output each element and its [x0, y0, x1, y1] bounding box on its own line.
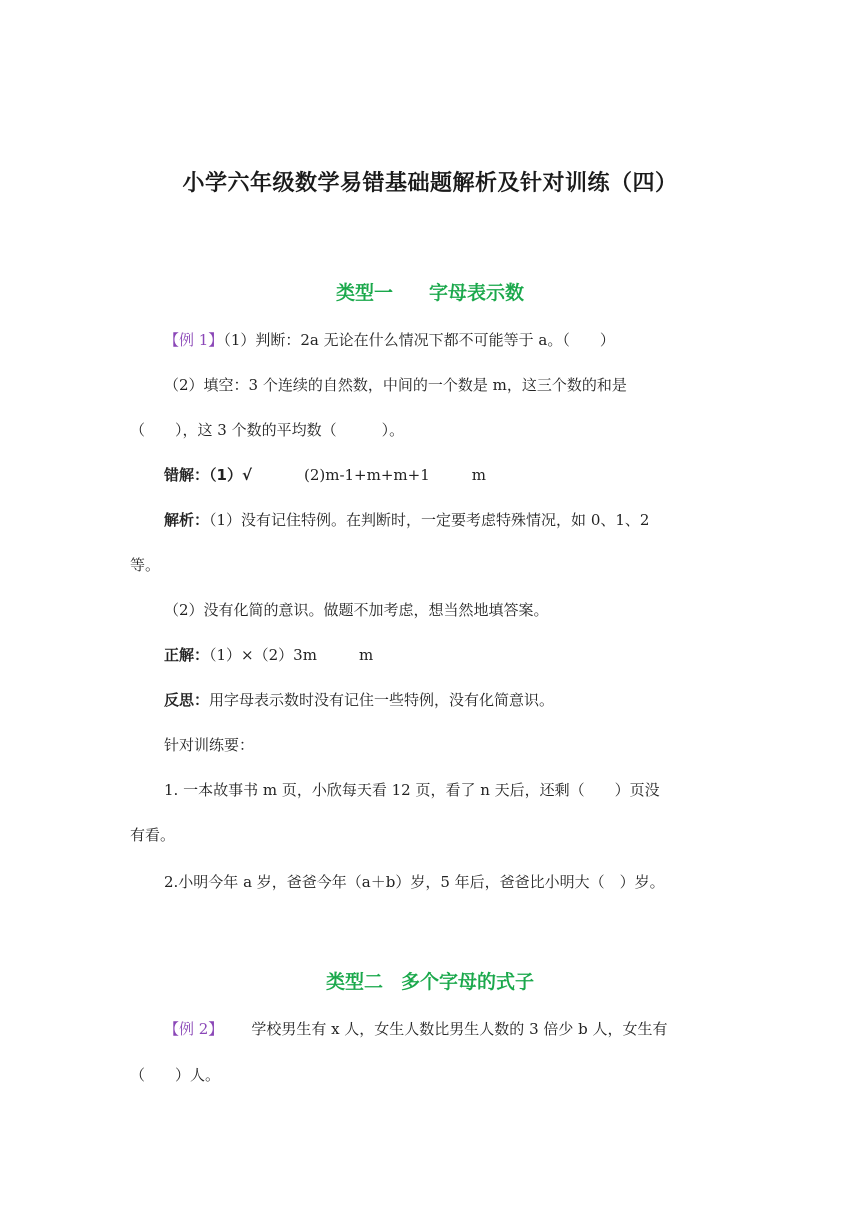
section-heading-text: 字母表示数 — [429, 282, 525, 304]
document-title: 小学六年级数学易错基础题解析及针对训练（四） — [182, 171, 678, 196]
analysis-line-1: 解析：（1）没有记住特例。在判断时，一定要考虑特殊情况，如 0、1、2 — [164, 511, 650, 529]
wrong-answer-label: 错解： — [164, 466, 210, 484]
wrong-answer: 错解：（1）√ (2)m-1+m+m+1 m — [164, 466, 486, 484]
section-heading-type-1 — [0, 278, 860, 305]
reflection: 反思：用字母表示数时没有记住一些特例，没有化简意识。 — [164, 691, 555, 709]
analysis-line-3: （2）没有化简的意识。做题不加考虑，想当然地填答案。 — [164, 601, 549, 619]
example-tag: 【例 2】 — [164, 1020, 224, 1038]
reflection-label: 反思： — [164, 691, 210, 709]
section-heading-text: 多个字母的式子 — [401, 971, 535, 993]
training-question-1-line-1: 1. 一本故事书 m 页，小欣每天看 12 页，看了 n 天后，还剩（ ）页没 — [164, 781, 660, 799]
analysis-line-2: 等。 — [130, 556, 161, 574]
correct-answer: 正解：（1）×（2）3m m — [164, 646, 374, 664]
example-1-question-1: 【例 1】（1）判断：2a 无论在什么情况下都不可能等于 a。（ ） — [164, 331, 615, 349]
example-2-line-2: （ ）人。 — [130, 1066, 221, 1084]
analysis-label: 解析： — [164, 511, 210, 529]
training-question-1-line-2: 有看。 — [130, 826, 176, 844]
section-heading-label: 类型一 — [335, 282, 393, 304]
correct-answer-label: 正解： — [164, 646, 210, 664]
section-heading-label: 类型二 — [325, 971, 383, 993]
example-2-line-1: 【例 2】 学校男生有 x 人，女生人数比男生人数的 3 倍少 b 人，女生有 — [164, 1020, 668, 1038]
example-1-question-2-line-2: （ ），这 3 个数的平均数（ ）。 — [130, 421, 405, 439]
section-heading-type-2 — [0, 967, 860, 994]
training-question-2: 2.小明今年 a 岁，爸爸今年（a＋b）岁，5 年后，爸爸比小明大（ ）岁。 — [164, 873, 665, 891]
training-label: 针对训练要： — [164, 736, 255, 754]
example-1-question-2-line-1: （2）填空：3 个连续的自然数，中间的一个数是 m，这三个数的和是 — [164, 376, 627, 394]
example-tag: 【例 1】 — [164, 331, 224, 349]
